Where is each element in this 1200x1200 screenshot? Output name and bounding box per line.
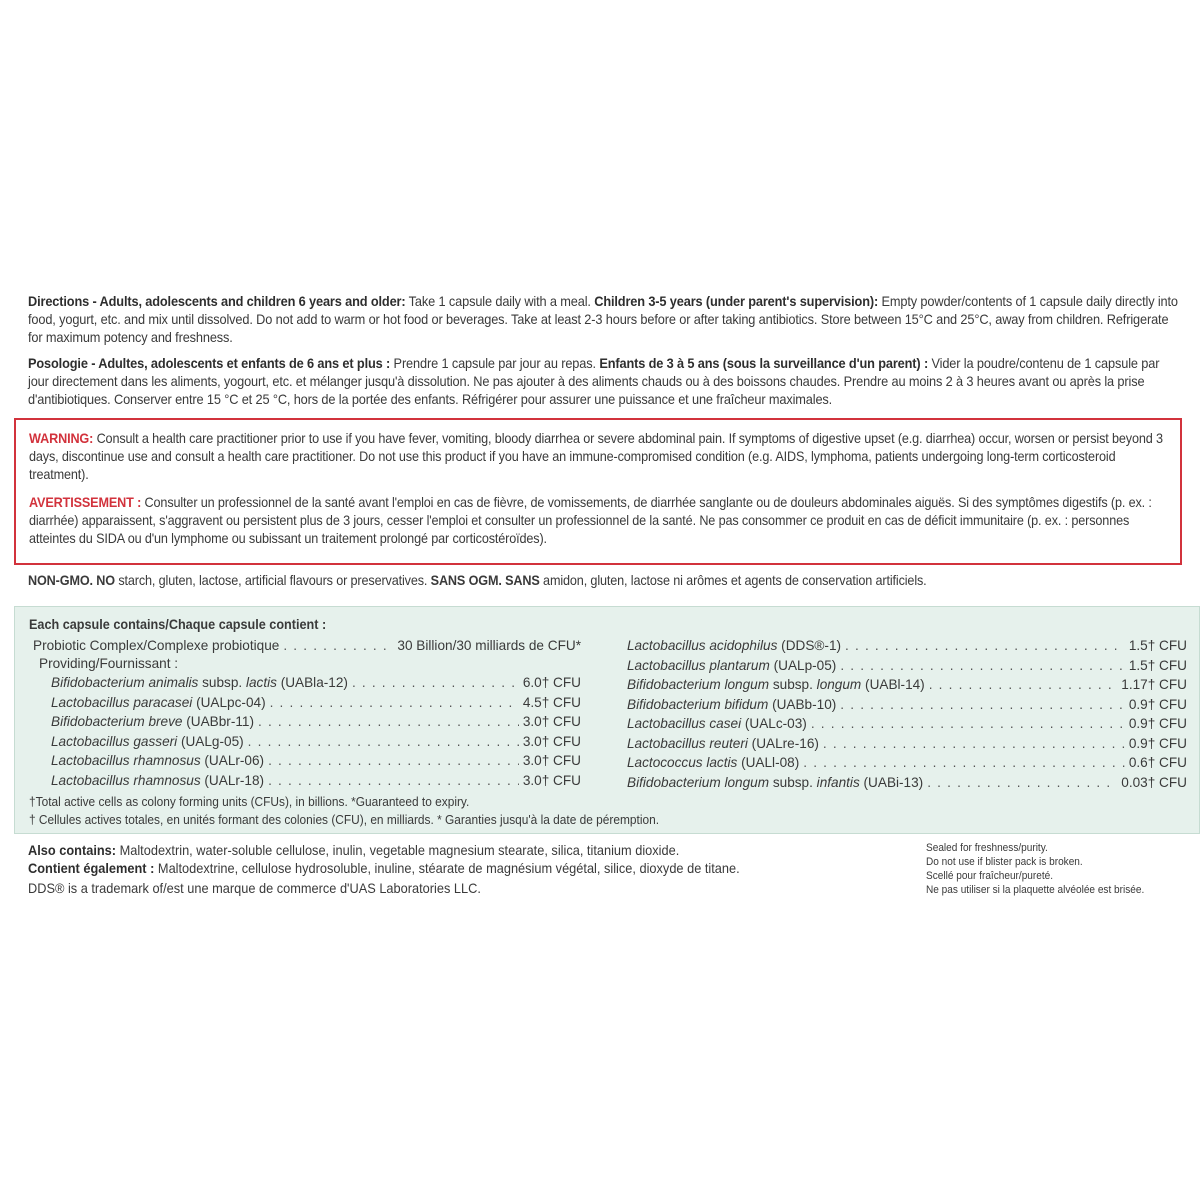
strain-name: Lactobacillus rhamnosus (UALr-06) bbox=[51, 753, 265, 768]
leader-dots bbox=[845, 637, 1125, 655]
ingredient-row bbox=[627, 754, 1187, 772]
warning-text: Consult a health care practitioner prior to use if you have fever, vomiting, bloody diarrhea or severe abdominal pain. If symptoms of digestive upset (e.g. diarrhea) occur, worsen or persist beyond 3 days, discontinue use and consult a health care practitioner. Do not use this product if you have an immune-compromised condition (e.g. AIDS, lymphoma, patients undergoing long-term corticosteroid treatment). bbox=[29, 431, 1163, 482]
leader-dots bbox=[258, 713, 519, 731]
ingredient-row bbox=[627, 637, 1187, 655]
warning-heading: WARNING: bbox=[29, 431, 94, 446]
strain-name: Bifidobacterium longum subsp. infantis (UABi-13) bbox=[627, 774, 924, 790]
strain-name: Lactobacillus acidophilus (DDS®-1) bbox=[627, 638, 842, 653]
probiotic-complex-row bbox=[33, 637, 581, 655]
directions-text: Take 1 capsule daily with a meal. bbox=[405, 294, 595, 309]
leader-dots bbox=[840, 696, 1125, 714]
strain-amount: 3.0† CFU bbox=[522, 772, 581, 788]
also-contains-french: Contient également : Maltodextrine, cellulose hydrosoluble, inuline, stéarate de magnésium végétal, silice, dioxyde de titane. bbox=[28, 861, 740, 876]
leader-dots bbox=[823, 735, 1125, 753]
strain-name: Lactobacillus casei (UALc-03) bbox=[627, 716, 807, 731]
strain-amount: 3.0† CFU bbox=[522, 753, 581, 768]
leader-dots bbox=[927, 774, 1117, 792]
seal-line: Do not use if blister pack is broken. bbox=[926, 856, 1083, 868]
strain-name: Lactobacillus gasseri (UALg-05) bbox=[51, 733, 244, 749]
strain-name: Lactobacillus rhamnosus (UALr-18) bbox=[51, 772, 265, 788]
children-heading: Children 3-5 years (under parent's supervision): bbox=[594, 294, 879, 309]
warning-box bbox=[14, 418, 1182, 565]
posologie-heading: Posologie - Adultes, adolescents et enfants de 6 ans et plus : bbox=[28, 356, 391, 371]
ingredient-row bbox=[627, 735, 1187, 753]
providing-label: Providing/Fournissant : bbox=[39, 656, 179, 671]
strain-amount: 1.17† CFU bbox=[1121, 677, 1187, 692]
strain-name: Bifidobacterium bifidum (UABb-10) bbox=[627, 696, 837, 712]
ingredient-row bbox=[51, 694, 581, 712]
complex-amount: 30 Billion/30 milliards de CFU* bbox=[397, 638, 581, 653]
strain-amount: 1.5† CFU bbox=[1128, 657, 1187, 673]
directions-heading: Directions - Adults, adolescents and children 6 years and older: bbox=[28, 294, 406, 309]
warning-english bbox=[29, 430, 1164, 484]
strain-name: Lactobacillus reuteri (UALre-16) bbox=[627, 735, 819, 751]
leader-dots bbox=[929, 676, 1118, 694]
strain-amount: 0.9† CFU bbox=[1128, 735, 1187, 751]
non-gmo-heading: NON-GMO. NO bbox=[28, 573, 115, 588]
ingredient-row bbox=[627, 715, 1187, 733]
footnote-french: † Cellules actives totales, en unités formant des colonies (CFU), en milliards. * Garanties jusqu'à la date de péremption. bbox=[29, 812, 660, 827]
strain-name: Bifidobacterium breve (UABbr-11) bbox=[51, 714, 254, 729]
complex-label: Probiotic Complex/Complexe probiotique bbox=[33, 638, 280, 653]
ingredient-row bbox=[51, 733, 581, 751]
warning-french bbox=[29, 494, 1164, 548]
posologie-text: Prendre 1 capsule par jour au repas. bbox=[390, 356, 600, 371]
non-gmo-statement bbox=[28, 572, 1163, 590]
ingredient-row bbox=[51, 772, 581, 790]
strain-name: Bifidobacterium animalis subsp. lactis (UABla-12) bbox=[51, 675, 348, 690]
sans-ogm-heading: SANS OGM. SANS bbox=[430, 573, 540, 588]
leader-dots bbox=[248, 733, 519, 751]
strain-name: Bifidobacterium longum subsp. longum (UABl-14) bbox=[627, 677, 925, 692]
strain-amount: 0.6† CFU bbox=[1128, 755, 1187, 770]
leader-dots bbox=[270, 694, 519, 712]
strain-name: Lactococcus lactis (UALl-08) bbox=[627, 755, 800, 770]
enfants-heading: Enfants de 3 à 5 ans (sous la surveillance d'un parent) : bbox=[599, 356, 929, 371]
leader-dots bbox=[283, 637, 393, 655]
ingredient-row bbox=[51, 713, 581, 731]
avertissement-text: Consulter un professionnel de la santé avant l'emploi en cas de fièvre, de vomissements, de diarrhée sanglante ou de douleurs abdominales aiguës. Si des symptômes digestifs (p. ex. : diarrhée) apparaissent, s'aggravent ou persistent plus de 3 jours, cesser l'emploi et consulter un professionnel de la santé. Ne pas consommer ce produit en cas de déficit immunitaire (p. ex. : personnes atteintes du SIDA ou d'un lymphome ou subissant un traitement prolongé par corticostéroïdes). bbox=[29, 495, 1152, 546]
ingredient-row bbox=[51, 752, 581, 770]
strain-amount: 0.9† CFU bbox=[1128, 696, 1187, 712]
leader-dots bbox=[840, 657, 1125, 675]
seal-line: Ne pas utiliser si la plaquette alvéolée est brisée. bbox=[926, 884, 1145, 896]
footnote-english: †Total active cells as colony forming units (CFUs), in billions. *Guaranteed to expiry. bbox=[29, 794, 470, 809]
seal-line: Scellé pour fraîcheur/pureté. bbox=[926, 870, 1054, 882]
ingredient-row bbox=[627, 657, 1187, 675]
ingredient-row bbox=[627, 676, 1187, 694]
also-contains-english: Also contains: Maltodextrin, water-soluble cellulose, inulin, vegetable magnesium stearate, silica, titanium dioxide. bbox=[28, 843, 680, 858]
leader-dots bbox=[811, 715, 1125, 733]
other-ingredients bbox=[28, 842, 740, 898]
children-directions-text: Empty powder/contents of 1 capsule daily directly into food, yogurt, etc. and mix until dissolved. Do not add to warm or hot food or beverages. Take at least 2-3 hours before or after taking antibiotics. Store between 15°C and 25°C, away from children. Refrigerate for maximum potency and freshness. bbox=[28, 294, 1178, 345]
strain-name: Lactobacillus plantarum (UALp-05) bbox=[627, 657, 837, 673]
sans-ogm-text: amidon, gluten, lactose ni arômes et agents de conservation artificiels. bbox=[539, 573, 927, 588]
enfants-text: Vider la poudre/contenu de 1 capsule par jour directement dans les aliments, yogourt, etc. et mélanger jusqu'à dissolution. Ne pas ajouter à des aliments chauds ou à des boissons chaudes. Prendre au moins 2 à 3 heures avant ou après la prise d'antibiotiques. Conserver entre 15 °C et 25 °C, hors de la portée des enfants. Réfrigérer pour assurer une puissance et une fraîcheur maximales. bbox=[28, 356, 1160, 407]
ingredients-panel bbox=[14, 606, 1200, 834]
leader-dots bbox=[803, 754, 1125, 772]
strain-amount: 1.5† CFU bbox=[1128, 638, 1187, 653]
seal-note bbox=[926, 841, 1144, 897]
strain-amount: 6.0† CFU bbox=[522, 675, 581, 690]
trademark-note: DDS® is a trademark of/est une marque de commerce d'UAS Laboratories LLC. bbox=[28, 881, 481, 896]
leader-dots bbox=[268, 772, 519, 790]
strain-amount: 3.0† CFU bbox=[522, 714, 581, 729]
directions-french bbox=[28, 355, 1180, 409]
leader-dots bbox=[352, 674, 519, 692]
non-gmo-text: starch, gluten, lactose, artificial flavours or preservatives. bbox=[114, 573, 431, 588]
strain-amount: 4.5† CFU bbox=[522, 694, 581, 710]
leader-dots bbox=[268, 752, 519, 770]
strain-name: Lactobacillus paracasei (UALpc-04) bbox=[51, 694, 266, 710]
strain-amount: 3.0† CFU bbox=[522, 733, 581, 749]
ingredient-row bbox=[51, 674, 581, 692]
ingredients-title: Each capsule contains/Chaque capsule contient : bbox=[29, 617, 327, 632]
ingredient-row bbox=[627, 774, 1187, 792]
directions-english bbox=[28, 293, 1180, 347]
seal-line: Sealed for freshness/purity. bbox=[926, 842, 1048, 854]
strain-amount: 0.03† CFU bbox=[1121, 774, 1187, 790]
strain-amount: 0.9† CFU bbox=[1128, 716, 1187, 731]
avertissement-heading: AVERTISSEMENT : bbox=[29, 495, 142, 510]
ingredient-row bbox=[627, 696, 1187, 714]
